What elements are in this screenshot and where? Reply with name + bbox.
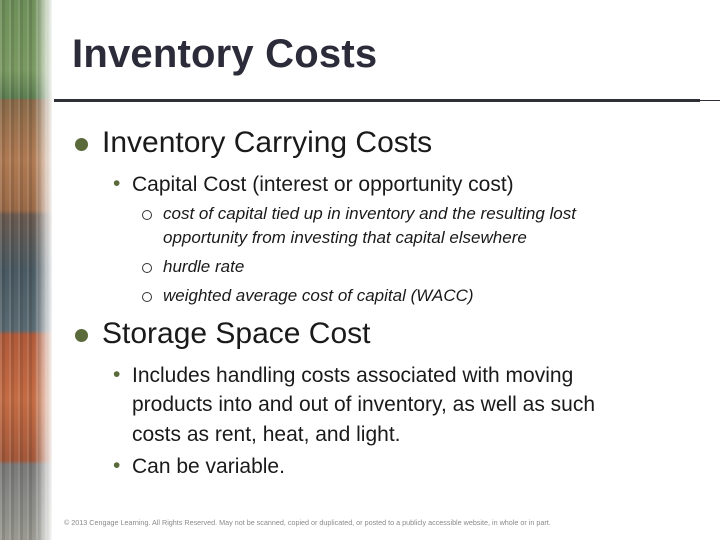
- slide: Inventory Costs Inventory Carrying Costs • Capital Cost (interest or opportunity cost) cost of capital tied up in inventory and the resulting lost opportunity from investing that capital elsewhere hurdle rate weighted average cost of capital (WACC) Storage Space Cost • Includes handling costs associated with moving products into and out of inventory, as well as such costs as rent, heat, and light. • Can be variable. © 2013 Cengage Learning. All Rights Reserved. May not be scanned, copied or duplicated, or posted to a publicly accessible website, in whole or in part.: [0, 0, 720, 540]
- hollow-circle-bullet-icon: [142, 292, 152, 302]
- dot-bullet-icon: •: [113, 454, 121, 477]
- dot-bullet-icon: •: [113, 172, 121, 195]
- shipping-container-photo-strip: [0, 0, 52, 540]
- copyright-footer: © 2013 Cengage Learning. All Rights Reserved. May not be scanned, copied or duplicated, or posted to a publicly accessible website, in whole or in part.: [64, 518, 551, 527]
- dot-bullet-icon: •: [113, 363, 121, 386]
- hollow-circle-bullet-icon: [142, 210, 152, 220]
- hollow-circle-bullet-icon: [142, 263, 152, 273]
- slide-title: Inventory Costs: [72, 32, 378, 76]
- filled-circle-bullet-icon: [75, 329, 88, 342]
- filled-circle-bullet-icon: [75, 138, 88, 151]
- title-underline: [54, 99, 700, 102]
- title-underline-tail: [700, 100, 720, 101]
